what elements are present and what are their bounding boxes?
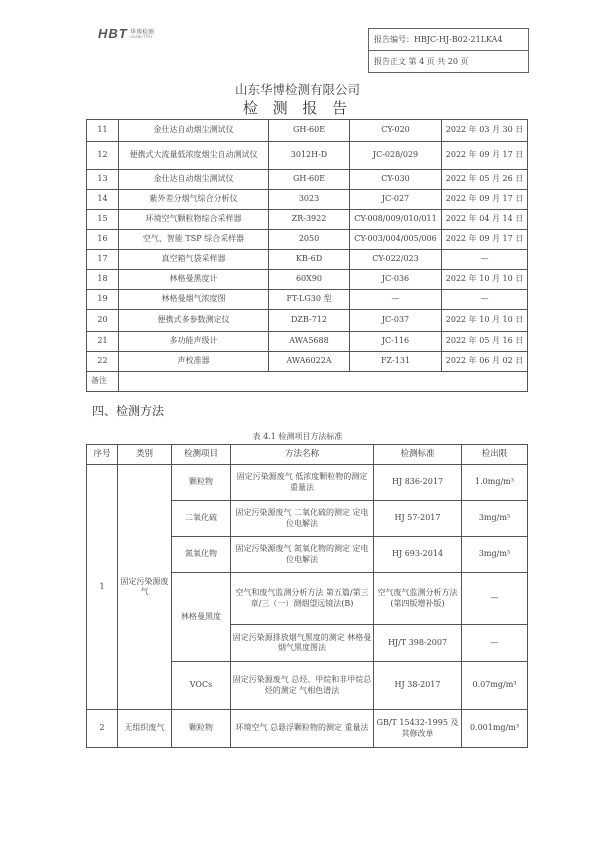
limit-cell: 1.0mg/m³: [462, 465, 528, 501]
equipment-date-cell: 2022 年 10 月 10 日: [442, 270, 528, 290]
equipment-id-cell: JC-028/029: [350, 142, 442, 170]
equipment-date-cell: 2022 年 06 月 02 日: [442, 352, 528, 372]
group1-category: 固定污染源废气: [118, 465, 172, 710]
limit-cell: —: [462, 625, 528, 662]
equipment-table: [86, 119, 528, 392]
equipment-model-cell: AWA5688: [269, 332, 350, 352]
item-cell: 氮氧化物: [172, 537, 231, 573]
equipment-date-cell: 2022 年 04 月 14 日: [442, 210, 528, 230]
logo-mark: HBT: [98, 26, 128, 41]
item-cell: 林格曼黑度: [172, 573, 231, 662]
table-caption: 表 4.1 检测项目方法标准: [252, 432, 343, 441]
table-row: [87, 120, 528, 142]
standard-cell: HJ 57-2017: [374, 501, 462, 537]
equipment-date-cell: 2022 年 10 月 10 日: [442, 310, 528, 332]
group2-no: 2: [87, 710, 118, 748]
standard-cell: 空气废气监测分析方法(第四版增补版): [374, 573, 462, 625]
equipment-no-cell: 18: [87, 270, 119, 290]
equipment-no-cell: 17: [87, 250, 119, 270]
remark-value: [119, 372, 528, 392]
table-row: [87, 250, 528, 270]
table-row: [87, 170, 528, 190]
method-cell: 固定污染源排放烟气黑度的测定 林格曼烟气黑度图法: [231, 625, 374, 662]
equipment-no-cell: 14: [87, 190, 119, 210]
standard-cell: GB/T 15432-1995 及其修改单: [374, 710, 462, 748]
method-cell: 空气和废气监测分析方法 第五篇/第三章/三（一）测烟望远镜法(B): [231, 573, 374, 625]
table-row: [87, 142, 528, 170]
header-category: 类别: [118, 445, 172, 465]
equipment-name-cell: 便携式多参数测定仪: [119, 310, 269, 332]
equipment-no-cell: 15: [87, 210, 119, 230]
equipment-date-cell: 2022 年 09 月 17 日: [442, 230, 528, 250]
table-row: [87, 230, 528, 250]
equipment-name-cell: 真空箱气袋采样器: [119, 250, 269, 270]
standard-cell: HJ 836-2017: [374, 465, 462, 501]
equipment-model-cell: ZR-3922: [269, 210, 350, 230]
logo-english: HUABO TEST: [130, 35, 153, 39]
table-row: [87, 465, 528, 501]
limit-cell: 3mg/m³: [462, 537, 528, 573]
standard-cell: HJ 693-2014: [374, 537, 462, 573]
equipment-date-cell: 2022 年 05 月 16 日: [442, 332, 528, 352]
table-row: [87, 310, 528, 332]
equipment-date-cell: —: [442, 290, 528, 310]
equipment-model-cell: GH-60E: [269, 170, 350, 190]
limit-cell: 3mg/m³: [462, 501, 528, 537]
header-item: 检测项目: [172, 445, 231, 465]
equipment-name-cell: 林格曼烟气浓度图: [119, 290, 269, 310]
report-info-box: [368, 28, 529, 73]
limit-cell: —: [462, 573, 528, 625]
table-row: [87, 352, 528, 372]
method-cell: 固定污染源废气 总烃、甲烷和非甲烷总烃的测定 气相色谱法: [231, 662, 374, 710]
report-title: 检 测 报 告: [242, 99, 353, 117]
table-row: [87, 270, 528, 290]
equipment-model-cell: KB-6D: [269, 250, 350, 270]
equipment-id-cell: CY-020: [350, 120, 442, 142]
table-row: [87, 190, 528, 210]
equipment-date-cell: —: [442, 250, 528, 270]
equipment-name-cell: 林格曼黑度计: [119, 270, 269, 290]
equipment-date-cell: 2022 年 09 月 17 日: [442, 142, 528, 170]
equipment-date-cell: 2022 年 09 月 17 日: [442, 190, 528, 210]
standard-cell: HJ 38-2017: [374, 662, 462, 710]
company-logo: [98, 24, 188, 44]
equipment-no-cell: 22: [87, 352, 119, 372]
item-cell: VOCs: [172, 662, 231, 710]
section-title: 四、检测方法: [92, 404, 165, 418]
group2-category: 无组织废气: [118, 710, 172, 748]
table-row: [87, 710, 528, 748]
equipment-no-cell: 16: [87, 230, 119, 250]
equipment-no-cell: 11: [87, 120, 119, 142]
equipment-model-cell: AWA6022A: [269, 352, 350, 372]
equipment-name-cell: 便携式大流量低浓度烟尘自动测试仪: [119, 142, 269, 170]
group1-no: 1: [87, 465, 118, 710]
equipment-id-cell: JC-036: [350, 270, 442, 290]
equipment-name-cell: 紫外差分烟气综合分析仪: [119, 190, 269, 210]
item-cell: 颗粒物: [172, 710, 231, 748]
table-row: [87, 332, 528, 352]
table-row: [87, 210, 528, 230]
equipment-no-cell: 20: [87, 310, 119, 332]
header-no: 序号: [87, 445, 118, 465]
equipment-id-cell: CY-008/009/010/011: [350, 210, 442, 230]
header-method: 方法名称: [231, 445, 374, 465]
header-standard: 检测标准: [374, 445, 462, 465]
equipment-name-cell: 金仕达自动烟尘测试仪: [119, 120, 269, 142]
standard-cell: HJ/T 398-2007: [374, 625, 462, 662]
equipment-id-cell: CY-003/004/005/006: [350, 230, 442, 250]
item-cell: 颗粒物: [172, 465, 231, 501]
equipment-name-cell: 声校准器: [119, 352, 269, 372]
equipment-model-cell: 60X90: [269, 270, 350, 290]
header-limit: 检出限: [462, 445, 528, 465]
equipment-date-cell: 2022 年 03 月 30 日: [442, 120, 528, 142]
equipment-model-cell: 3012H-D: [269, 142, 350, 170]
equipment-name-cell: 环境空气颗粒物综合采样器: [119, 210, 269, 230]
equipment-no-cell: 21: [87, 332, 119, 352]
equipment-name-cell: 金仕达自动烟尘测试仪: [119, 170, 269, 190]
equipment-model-cell: GH-60E: [269, 120, 350, 142]
equipment-id-cell: —: [350, 290, 442, 310]
report-number: 报告编号：HBJC-HJ-B02-21LKA4: [374, 35, 503, 44]
equipment-id-cell: JC-037: [350, 310, 442, 332]
table-row: [87, 290, 528, 310]
methods-table: [86, 444, 528, 748]
equipment-id-cell: JC-116: [350, 332, 442, 352]
logo-chinese: 华博检测: [130, 29, 155, 36]
equipment-model-cell: 2050: [269, 230, 350, 250]
equipment-name-cell: 多功能声级计: [119, 332, 269, 352]
equipment-model-cell: 3023: [269, 190, 350, 210]
report-page: 报告正文 第 4 页 共 20 页: [369, 50, 528, 72]
equipment-name-cell: 空气、智能 TSP 综合采样器: [119, 230, 269, 250]
company-name: 山东华博检测有限公司: [234, 82, 360, 97]
equipment-model-cell: DZB-712: [269, 310, 350, 332]
remark-row: [87, 372, 528, 392]
limit-cell: 0.001mg/m³: [462, 710, 528, 748]
item-cell: 二氧化硫: [172, 501, 231, 537]
equipment-id-cell: JC-027: [350, 190, 442, 210]
equipment-id-cell: CY-022/023: [350, 250, 442, 270]
equipment-model-cell: FT-LG30 型: [269, 290, 350, 310]
equipment-date-cell: 2022 年 05 月 26 日: [442, 170, 528, 190]
method-cell: 固定污染源废气 二氧化硫的测定 定电位电解法: [231, 501, 374, 537]
remark-label: 备注: [87, 372, 119, 392]
method-cell: 环境空气 总悬浮颗粒物的测定 重量法: [231, 710, 374, 748]
method-cell: 固定污染源废气 低浓度颗粒物的测定 重量法: [231, 465, 374, 501]
equipment-no-cell: 13: [87, 170, 119, 190]
limit-cell: 0.07mg/m³: [462, 662, 528, 710]
equipment-id-cell: FZ-131: [350, 352, 442, 372]
equipment-id-cell: CY-030: [350, 170, 442, 190]
equipment-no-cell: 19: [87, 290, 119, 310]
equipment-no-cell: 12: [87, 142, 119, 170]
methods-header-row: [87, 445, 528, 465]
method-cell: 固定污染源废气 氮氧化物的测定 定电位电解法: [231, 537, 374, 573]
